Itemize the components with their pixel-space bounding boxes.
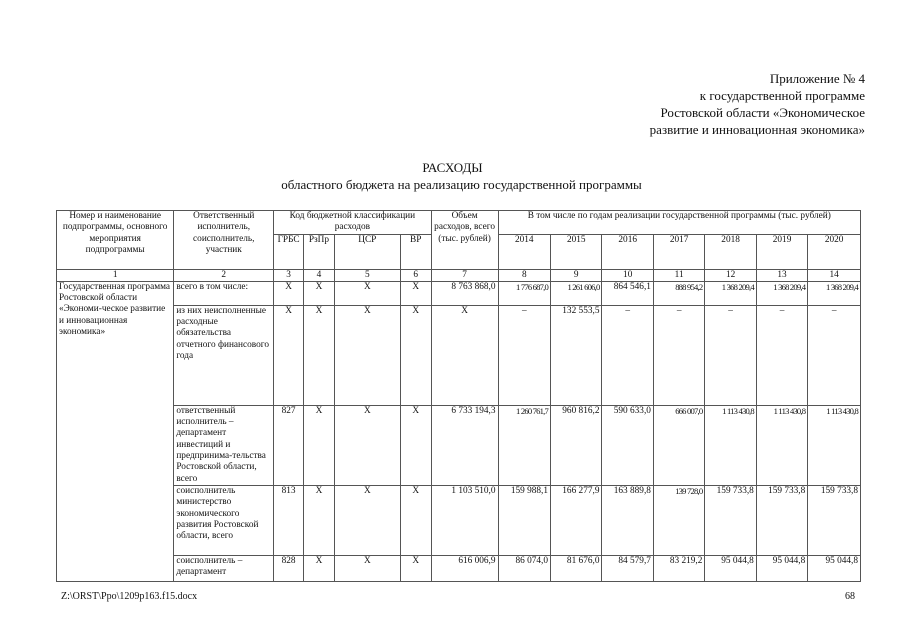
header-year-2020: 2020 — [808, 234, 861, 269]
year-2014-cell: 159 988,1 — [498, 485, 550, 555]
table-row — [57, 281, 861, 305]
header-years-group: В том числе по годам реализации государственной программы (тыс. рублей) — [498, 211, 860, 235]
appendix-line-3: Ростовской области «Экономическое — [660, 105, 865, 120]
col-number: 1 — [57, 269, 174, 281]
table-row — [57, 305, 861, 405]
table-row — [57, 485, 861, 555]
year-2020-cell: 95 044,8 — [808, 555, 861, 581]
executor-cell: из них неисполненные расходные обязательства отчетного финансового года — [174, 305, 274, 405]
grbs-cell: X — [274, 281, 304, 305]
year-2015-cell: 132 553,5 — [551, 305, 602, 405]
year-2016-cell: 590 633,0 — [602, 405, 653, 485]
col-number: 9 — [551, 269, 602, 281]
title-main: РАСХОДЫ — [422, 160, 483, 175]
header-csr: ЦСР — [334, 234, 400, 269]
appendix-header — [545, 70, 865, 138]
table-row — [57, 405, 861, 485]
year-2018-cell: – — [705, 305, 756, 405]
col-number: 12 — [705, 269, 756, 281]
executor-cell: соисполнитель – департамент — [174, 555, 274, 581]
year-2018-cell: 95 044,8 — [705, 555, 756, 581]
col-number: 13 — [756, 269, 807, 281]
col-number: 5 — [334, 269, 400, 281]
col-number: 3 — [274, 269, 304, 281]
csr-cell: X — [334, 485, 400, 555]
executor-cell: всего в том числе: — [174, 281, 274, 305]
appendix-line-4: развитие и инновационная экономика» — [649, 122, 865, 137]
year-2018-cell: 159 733,8 — [705, 485, 756, 555]
col-number: 2 — [174, 269, 274, 281]
header-year-2017: 2017 — [653, 234, 704, 269]
year-2019-cell: 95 044,8 — [756, 555, 807, 581]
csr-cell: X — [334, 281, 400, 305]
expenses-table — [56, 210, 861, 582]
executor-cell: соисполнитель министерство экономического развития Ростовской области, всего — [174, 485, 274, 555]
year-2017-cell: – — [653, 305, 704, 405]
header-year-2016: 2016 — [602, 234, 653, 269]
total-cell: 8 763 868,0 — [431, 281, 498, 305]
year-2014-cell: 1 776 687,0 — [498, 281, 550, 305]
year-2014-cell: 86 074,0 — [498, 555, 550, 581]
year-2020-cell: 1 113 430,8 — [808, 405, 861, 485]
header-year-2018: 2018 — [705, 234, 756, 269]
grbs-cell: 813 — [274, 485, 304, 555]
year-2017-cell: 888 954,2 — [653, 281, 704, 305]
rzpr-cell: X — [304, 305, 335, 405]
grbs-cell: 827 — [274, 405, 304, 485]
vr-cell: X — [400, 281, 431, 305]
page-number: 68 — [845, 591, 855, 602]
total-cell: X — [431, 305, 498, 405]
header-grbs: ГРБС — [274, 234, 304, 269]
column-number-row — [57, 269, 861, 281]
year-2016-cell: 864 546,1 — [602, 281, 653, 305]
col-number: 6 — [400, 269, 431, 281]
year-2018-cell: 1 113 430,8 — [705, 405, 756, 485]
grbs-cell: 828 — [274, 555, 304, 581]
appendix-line-2: к государственной программе — [699, 88, 865, 103]
rzpr-cell: X — [304, 485, 335, 555]
year-2015-cell: 1 261 606,0 — [551, 281, 602, 305]
vr-cell: X — [400, 405, 431, 485]
vr-cell: X — [400, 485, 431, 555]
year-2019-cell: 1 368 209,4 — [756, 281, 807, 305]
header-year-2014: 2014 — [498, 234, 550, 269]
year-2014-cell: 1 260 761,7 — [498, 405, 550, 485]
executor-cell: ответственный исполнитель – департамент инвестиций и предпринима-тельства Ростовской области, всего — [174, 405, 274, 485]
header-rzpr: РзПр — [304, 234, 335, 269]
title-subtitle: областного бюджета на реализацию государственной программы — [281, 177, 642, 192]
col-number: 8 — [498, 269, 550, 281]
grbs-cell: X — [274, 305, 304, 405]
total-cell: 1 103 510,0 — [431, 485, 498, 555]
year-2017-cell: 666 007,0 — [653, 405, 704, 485]
year-2020-cell: – — [808, 305, 861, 405]
year-2019-cell: – — [756, 305, 807, 405]
year-2019-cell: 1 113 430,8 — [756, 405, 807, 485]
program-name-cell: Государственная программа Ростовской области «Экономи-ческое развитие и инновационная экономика» — [57, 281, 174, 581]
header-name: Номер и наименование подпрограммы, основного мероприятия подпрограммы — [57, 211, 174, 270]
col-number: 4 — [304, 269, 335, 281]
header-executor: Ответственный исполнитель, соисполнитель, участник — [174, 211, 274, 270]
appendix-line-1: Приложение № 4 — [769, 71, 865, 86]
col-number: 11 — [653, 269, 704, 281]
table-row — [57, 555, 861, 581]
header-vr: ВР — [400, 234, 431, 269]
document-title — [0, 159, 905, 193]
year-2019-cell: 159 733,8 — [756, 485, 807, 555]
year-2016-cell: 84 579,7 — [602, 555, 653, 581]
header-year-2015: 2015 — [551, 234, 602, 269]
year-2017-cell: 139 728,0 — [653, 485, 704, 555]
year-2016-cell: 163 889,8 — [602, 485, 653, 555]
csr-cell: X — [334, 305, 400, 405]
year-2016-cell: – — [602, 305, 653, 405]
col-number: 10 — [602, 269, 653, 281]
year-2020-cell: 159 733,8 — [808, 485, 861, 555]
year-2018-cell: 1 368 209,4 — [705, 281, 756, 305]
csr-cell: X — [334, 405, 400, 485]
col-number: 14 — [808, 269, 861, 281]
year-2015-cell: 166 277,9 — [551, 485, 602, 555]
year-2014-cell: – — [498, 305, 550, 405]
year-2015-cell: 960 816,2 — [551, 405, 602, 485]
header-year-2019: 2019 — [756, 234, 807, 269]
vr-cell: X — [400, 305, 431, 405]
year-2020-cell: 1 368 209,4 — [808, 281, 861, 305]
rzpr-cell: X — [304, 281, 335, 305]
file-path-footer: Z:\ORST\Ppo\1209p163.f15.docx — [61, 591, 198, 602]
year-2017-cell: 83 219,2 — [653, 555, 704, 581]
header-volume: Объем расходов, всего (тыс. рублей) — [431, 211, 498, 270]
vr-cell: X — [400, 555, 431, 581]
rzpr-cell: X — [304, 555, 335, 581]
total-cell: 6 733 194,3 — [431, 405, 498, 485]
rzpr-cell: X — [304, 405, 335, 485]
year-2015-cell: 81 676,0 — [551, 555, 602, 581]
col-number: 7 — [431, 269, 498, 281]
header-code-group: Код бюджетной классификации расходов — [274, 211, 431, 235]
csr-cell: X — [334, 555, 400, 581]
total-cell: 616 006,9 — [431, 555, 498, 581]
header-row-1 — [57, 211, 861, 235]
